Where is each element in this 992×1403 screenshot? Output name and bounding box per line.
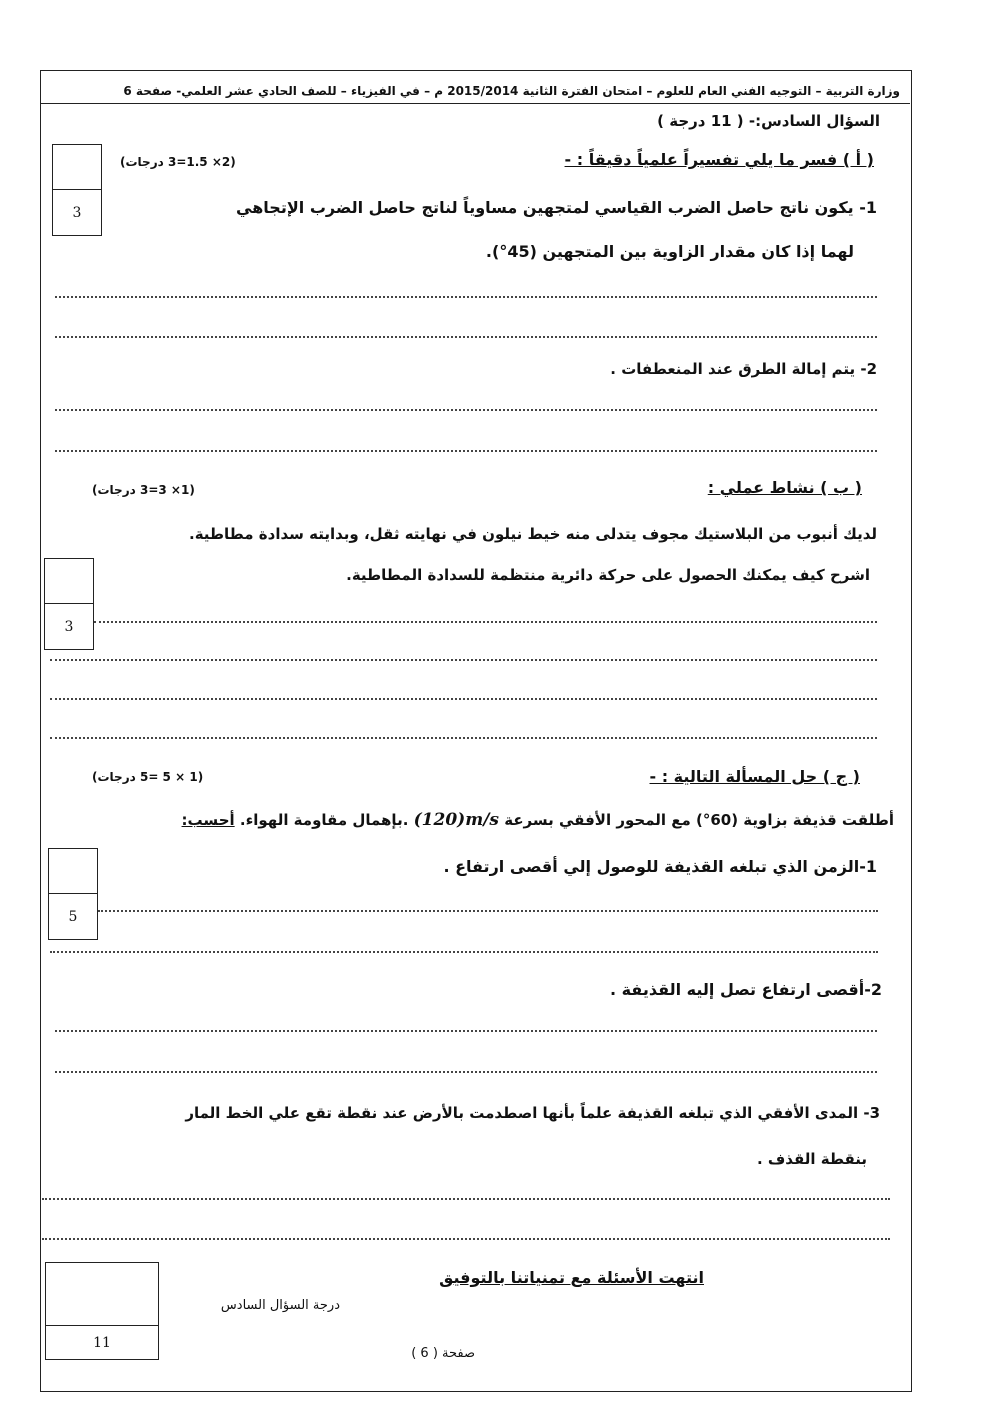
part-c-intro-a: أطلقت قذيفة بزاوية (60°) مع المحور الأفقي بسرعة [504, 811, 894, 829]
part-b-grade-box [44, 558, 94, 650]
answer-line[interactable] [50, 659, 877, 661]
page-number: صفحة ( 6 ) [411, 1346, 475, 1361]
part-c-grade: 5 [68, 909, 78, 925]
part-c-speed: (120)m/s [413, 810, 499, 830]
part-a-item2: 2- يتم إمالة الطرق عند المنعطفات . [610, 360, 877, 378]
part-b-title: ( ب ) نشاط عملي : [707, 478, 862, 497]
closing-text: انتهت الأسئلة مع تمنياتنا بالتوفيق [439, 1268, 704, 1287]
grade-label: درجة السؤال السادس [220, 1298, 340, 1313]
header-divider [40, 103, 910, 104]
answer-line[interactable] [55, 1071, 877, 1073]
part-b-marks: (1× 3=3 درجات) [92, 483, 195, 497]
answer-line[interactable] [55, 450, 877, 452]
part-c-title: ( ج ) حل المسألة التالية : - [649, 767, 860, 786]
exam-header [70, 84, 900, 98]
answer-line[interactable] [50, 737, 877, 739]
part-c-marks: (1 × 5 =5 درجات) [92, 770, 204, 784]
answer-line[interactable] [55, 409, 877, 411]
total-grade-box [45, 1262, 159, 1360]
grade-box-blank [53, 145, 101, 190]
answer-line[interactable] [50, 698, 877, 700]
grade-box-blank [49, 849, 97, 894]
part-c-intro-b: .بإهمال مقاومة الهواء. [239, 811, 409, 829]
part-a-grade-box [52, 144, 102, 236]
total-grade-blank [46, 1263, 158, 1326]
question-title: السؤال السادس:- ( 11 درجة ) [657, 112, 880, 130]
answer-line[interactable] [94, 621, 877, 623]
answer-line[interactable] [55, 296, 877, 298]
answer-line[interactable] [42, 1238, 890, 1240]
header-page-label: صفحة 6 [123, 84, 173, 98]
part-c-item1: 1-الزمن الذي تبلغه القذيفة للوصول إلي أقصى ارتفاع . [443, 857, 877, 876]
part-b-grade: 3 [64, 619, 74, 635]
part-a-title: ( أ ) فسر ما يلي تفسيراً علمياً دقيقاً : - [564, 150, 874, 169]
answer-line[interactable] [50, 951, 878, 953]
grade-box-blank [45, 559, 93, 604]
part-c-item2: 2-أقصى ارتفاع تصل إليه القذيفة . [609, 980, 882, 999]
answer-line[interactable] [55, 1030, 877, 1032]
part-c-grade-box [48, 848, 98, 940]
part-b-line2: اشرح كيف يمكنك الحصول على حركة دائرية منتظمة للسدادة المطاطية. [346, 566, 870, 584]
part-c-calc: أحسب: [181, 811, 235, 829]
part-b-line1: لديك أنبوب من البلاستيك مجوف يتدلى منه خيط نيلون في نهايته ثقل، وبدايته سدادة مطاطية. [189, 525, 877, 543]
page-frame [40, 70, 912, 1392]
total-grade: 11 [93, 1335, 111, 1351]
part-a-item1-line2: لهما إذا كان مقدار الزاوية بين المتجهين (45°). [485, 242, 854, 261]
part-c-item3-line2: بنقطة القذف . [756, 1150, 867, 1168]
part-c-intro [182, 810, 894, 830]
part-c-item3-line1: 3- المدى الأفقي الذي تبلغه القذيفة علماً بأنها اصطدمت بالأرض عند نقطة تقع علي الخط المار [185, 1104, 880, 1122]
answer-line[interactable] [55, 336, 877, 338]
answer-line[interactable] [42, 1198, 890, 1200]
answer-line[interactable] [98, 910, 878, 912]
part-a-marks: (2× 1.5=3 درجات) [120, 155, 236, 169]
part-a-item1-line1: 1- يكون ناتج حاصل الضرب القياسي لمتجهين مساوياً لناتج حاصل الضرب الإتجاهي [236, 198, 877, 217]
part-a-grade: 3 [72, 205, 82, 221]
header-line: وزارة التربية – التوجيه الفني العام للعلوم – امتحان الفترة الثانية 2015/2014 م – في الفيزياء – للصف الحادي عشر العلمي- [176, 84, 900, 98]
